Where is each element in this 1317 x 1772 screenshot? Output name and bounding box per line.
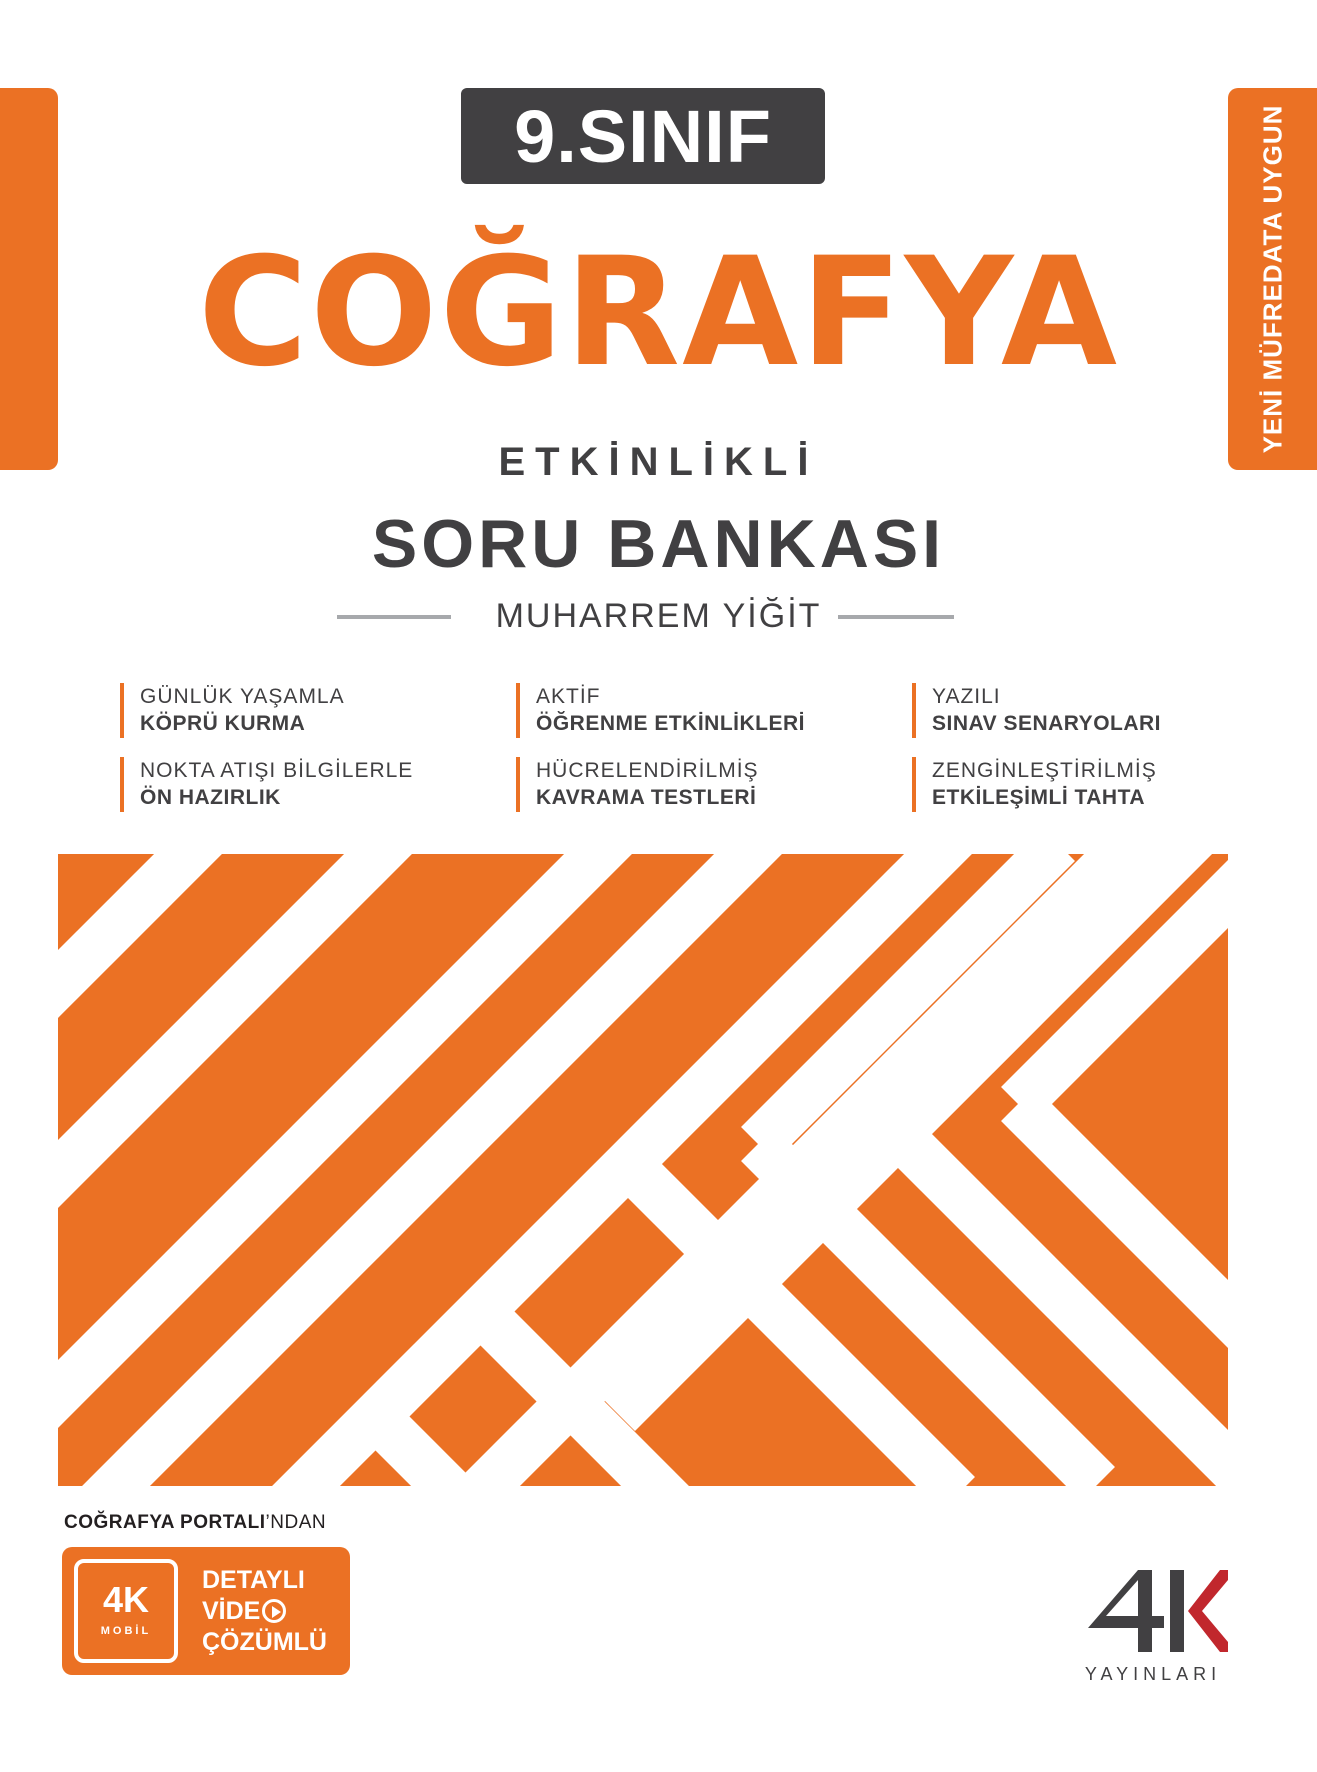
portal-name: COĞRAFYA PORTALI (64, 1512, 266, 1533)
feature-item (120, 757, 413, 812)
book-title: COĞRAFYA (197, 226, 1120, 400)
feature-line2: ÖĞRENME ETKİNLİKLERİ (536, 712, 806, 736)
portal-suffix: ’NDAN (265, 1512, 327, 1533)
feature-line2: KAVRAMA TESTLERİ (536, 786, 757, 810)
feature-item (120, 683, 345, 738)
author-rule-right (838, 615, 954, 619)
video-badge-line2: VİDE (202, 1597, 261, 1625)
play-icon (262, 1599, 286, 1623)
author-name: MUHARREM YİĞİT (495, 597, 822, 635)
grade-label: 9.SINIF (461, 88, 825, 184)
feature-line1: NOKTA ATIŞI BİLGİLERLE (140, 759, 414, 782)
mobile-logo (74, 1559, 178, 1663)
publisher-logo-icon (1078, 1553, 1228, 1656)
video-badge-line1: DETAYLI (202, 1566, 305, 1594)
feature-item (912, 757, 1157, 812)
feature-line2: ÖN HAZIRLIK (140, 786, 281, 810)
diagonal-stripes-pattern (58, 854, 1228, 1486)
publisher-name: YAYINLARI (1084, 1664, 1222, 1684)
feature-line1: GÜNLÜK YAŞAMLA (140, 685, 345, 708)
feature-line1: AKTİF (536, 685, 601, 708)
feature-line1: ZENGİNLEŞTİRİLMİŞ (932, 759, 1157, 782)
feature-line2: KÖPRÜ KURMA (140, 712, 306, 736)
portal-label (64, 1512, 326, 1534)
mobile-logo-mark: 4K (102, 1579, 150, 1620)
publisher-logo-text: 4K (1078, 1553, 1098, 1570)
feature-line2: SINAV SENARYOLARI (932, 712, 1162, 736)
book-series: SORU BANKASI (371, 506, 946, 582)
side-badge-text: YENİ MÜFREDATA UYGUN (1257, 104, 1287, 454)
video-solution-badge (62, 1547, 350, 1675)
video-badge-text (202, 1565, 327, 1658)
feature-line1: YAZILI (932, 685, 1001, 708)
feature-line2: ETKİLEŞİMLİ TAHTA (932, 786, 1146, 810)
mobile-logo-sub: MOBİL (100, 1625, 152, 1637)
feature-item (912, 683, 1161, 738)
feature-line1: HÜCRELENDİRİLMİŞ (536, 759, 759, 782)
feature-item (516, 683, 805, 738)
feature-item (516, 757, 759, 812)
book-kicker: ETKİNLİKLİ (498, 440, 819, 484)
video-badge-line3: ÇÖZÜMLÜ (202, 1628, 327, 1656)
